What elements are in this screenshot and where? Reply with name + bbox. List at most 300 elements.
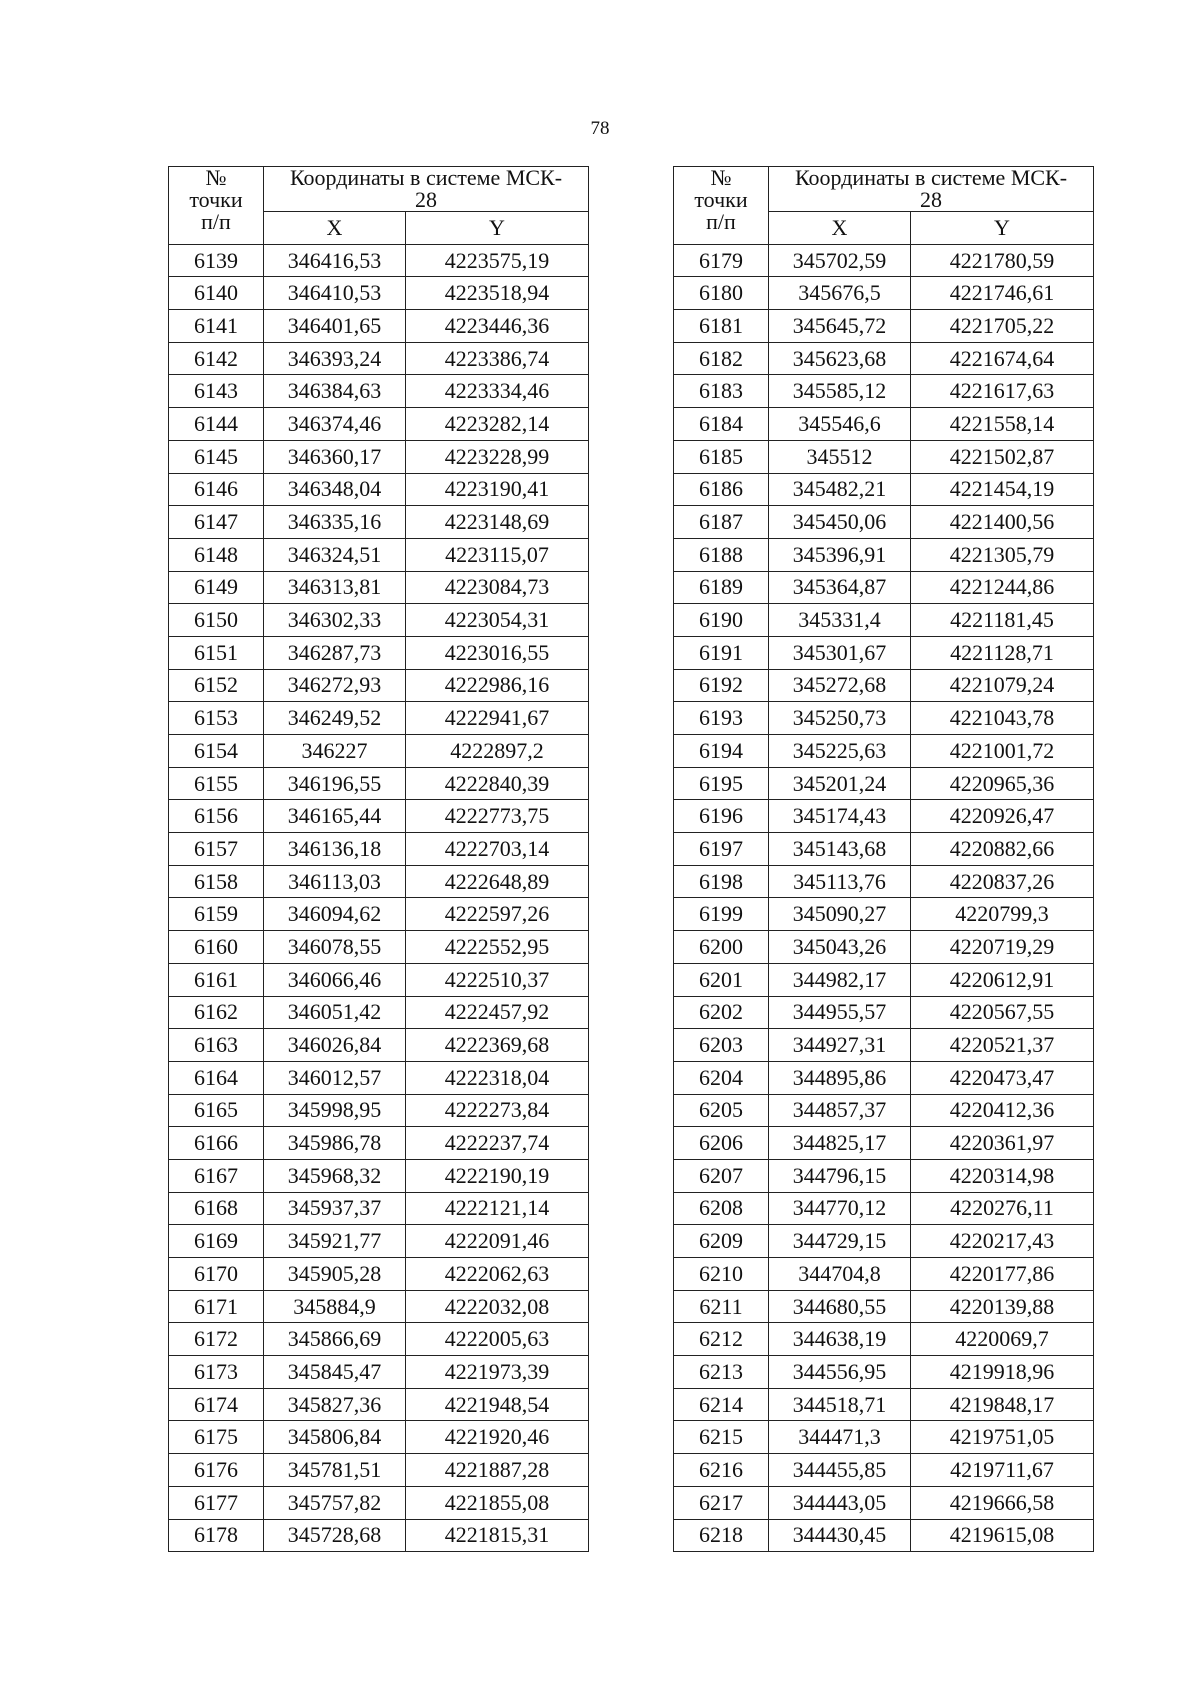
table-row	[169, 833, 589, 866]
point-number-cell: 6169	[169, 1225, 264, 1258]
point-number-cell: 6171	[169, 1290, 264, 1323]
table-row	[674, 408, 1094, 441]
point-number-cell: 6181	[674, 310, 769, 343]
table-row	[169, 1290, 589, 1323]
y-coordinate-cell: 4223518,94	[406, 277, 589, 310]
table-row	[674, 1159, 1094, 1192]
point-number-cell: 6151	[169, 636, 264, 669]
y-coordinate-cell: 4221920,46	[406, 1421, 589, 1454]
table-row	[674, 1094, 1094, 1127]
y-coordinate-cell: 4221948,54	[406, 1388, 589, 1421]
table-row	[674, 1486, 1094, 1519]
y-coordinate-cell: 4220473,47	[911, 1061, 1094, 1094]
x-coordinate-cell: 346348,04	[264, 473, 406, 506]
table-row	[169, 1486, 589, 1519]
y-coordinate-cell: 4220069,7	[911, 1323, 1094, 1356]
x-coordinate-cell: 345331,4	[769, 604, 911, 637]
table-row	[674, 865, 1094, 898]
point-number-cell: 6192	[674, 669, 769, 702]
x-coordinate-cell: 345450,06	[769, 506, 911, 539]
y-coordinate-cell: 4219666,58	[911, 1486, 1094, 1519]
y-coordinate-cell: 4221674,64	[911, 342, 1094, 375]
y-coordinate-cell: 4220521,37	[911, 1029, 1094, 1062]
table-row	[674, 800, 1094, 833]
table-row	[674, 1454, 1094, 1487]
x-coordinate-cell: 346165,44	[264, 800, 406, 833]
y-coordinate-cell: 4223084,73	[406, 571, 589, 604]
x-coordinate-cell: 344704,8	[769, 1258, 911, 1291]
y-coordinate-cell: 4222273,84	[406, 1094, 589, 1127]
table-row	[169, 506, 589, 539]
x-coordinate-cell: 344895,86	[769, 1061, 911, 1094]
y-coordinate-cell: 4222318,04	[406, 1061, 589, 1094]
point-number-cell: 6195	[674, 767, 769, 800]
x-coordinate-cell: 344638,19	[769, 1323, 911, 1356]
y-coordinate-cell: 4220314,98	[911, 1159, 1094, 1192]
point-number-cell: 6215	[674, 1421, 769, 1454]
x-coordinate-cell: 345250,73	[769, 702, 911, 735]
y-coordinate-cell: 4223190,41	[406, 473, 589, 506]
point-number-cell: 6157	[169, 833, 264, 866]
y-coordinate-cell: 4223282,14	[406, 408, 589, 441]
table-row	[169, 767, 589, 800]
x-coordinate-cell: 346287,73	[264, 636, 406, 669]
y-coordinate-cell: 4221705,22	[911, 310, 1094, 343]
table-row	[674, 702, 1094, 735]
x-coordinate-cell: 344680,55	[769, 1290, 911, 1323]
y-coordinate-cell: 4221079,24	[911, 669, 1094, 702]
y-coordinate-cell: 4221973,39	[406, 1356, 589, 1389]
point-number-cell: 6199	[674, 898, 769, 931]
y-coordinate-cell: 4222703,14	[406, 833, 589, 866]
x-coordinate-cell: 345676,5	[769, 277, 911, 310]
x-coordinate-cell: 345884,9	[264, 1290, 406, 1323]
x-coordinate-cell: 345201,24	[769, 767, 911, 800]
x-coordinate-cell: 345757,82	[264, 1486, 406, 1519]
table-body-right	[674, 244, 1094, 1552]
x-coordinate-cell: 346335,16	[264, 506, 406, 539]
table-row	[169, 604, 589, 637]
y-coordinate-cell: 4221746,61	[911, 277, 1094, 310]
x-coordinate-cell: 344556,95	[769, 1356, 911, 1389]
y-coordinate-cell: 4221502,87	[911, 440, 1094, 473]
point-number-cell: 6164	[169, 1061, 264, 1094]
point-number-cell: 6197	[674, 833, 769, 866]
header-y: Y	[911, 212, 1094, 245]
point-number-cell: 6167	[169, 1159, 264, 1192]
header-num-line1: №	[710, 165, 732, 190]
coordinates-table-right	[673, 166, 1094, 1552]
y-coordinate-cell: 4221887,28	[406, 1454, 589, 1487]
point-number-cell: 6205	[674, 1094, 769, 1127]
table-row	[674, 1323, 1094, 1356]
point-number-cell: 6179	[674, 244, 769, 277]
x-coordinate-cell: 346113,03	[264, 865, 406, 898]
point-number-cell: 6155	[169, 767, 264, 800]
table-row	[169, 1061, 589, 1094]
table-row	[169, 800, 589, 833]
point-number-cell: 6178	[169, 1519, 264, 1552]
x-coordinate-cell: 345623,68	[769, 342, 911, 375]
y-coordinate-cell: 4221617,63	[911, 375, 1094, 408]
point-number-cell: 6163	[169, 1029, 264, 1062]
table-row	[674, 996, 1094, 1029]
y-coordinate-cell: 4222510,37	[406, 963, 589, 996]
point-number-cell: 6172	[169, 1323, 264, 1356]
y-coordinate-cell: 4220361,97	[911, 1127, 1094, 1160]
point-number-cell: 6158	[169, 865, 264, 898]
y-coordinate-cell: 4220177,86	[911, 1258, 1094, 1291]
table-row	[674, 636, 1094, 669]
table-row	[169, 1356, 589, 1389]
point-number-cell: 6170	[169, 1258, 264, 1291]
table-row	[674, 898, 1094, 931]
table-row	[169, 1127, 589, 1160]
y-coordinate-cell: 4223446,36	[406, 310, 589, 343]
x-coordinate-cell: 344955,57	[769, 996, 911, 1029]
table-row	[169, 1225, 589, 1258]
point-number-cell: 6165	[169, 1094, 264, 1127]
table-row	[674, 1029, 1094, 1062]
point-number-cell: 6149	[169, 571, 264, 604]
point-number-cell: 6208	[674, 1192, 769, 1225]
point-number-cell: 6189	[674, 571, 769, 604]
x-coordinate-cell: 344455,85	[769, 1454, 911, 1487]
y-coordinate-cell: 4220799,3	[911, 898, 1094, 931]
table-row	[674, 931, 1094, 964]
x-coordinate-cell: 345512	[769, 440, 911, 473]
table-row	[674, 538, 1094, 571]
table-row	[674, 1290, 1094, 1323]
point-number-cell: 6209	[674, 1225, 769, 1258]
table-row	[674, 833, 1094, 866]
point-number-cell: 6211	[674, 1290, 769, 1323]
y-coordinate-cell: 4222840,39	[406, 767, 589, 800]
x-coordinate-cell: 345272,68	[769, 669, 911, 702]
y-coordinate-cell: 4222032,08	[406, 1290, 589, 1323]
x-coordinate-cell: 346410,53	[264, 277, 406, 310]
point-number-cell: 6217	[674, 1486, 769, 1519]
table-row	[674, 1519, 1094, 1552]
point-number-cell: 6201	[674, 963, 769, 996]
point-number-cell: 6146	[169, 473, 264, 506]
x-coordinate-cell: 345482,21	[769, 473, 911, 506]
y-coordinate-cell: 4223148,69	[406, 506, 589, 539]
point-number-cell: 6202	[674, 996, 769, 1029]
header-num-line1: №	[205, 165, 227, 190]
y-coordinate-cell: 4220882,66	[911, 833, 1094, 866]
y-coordinate-cell: 4221043,78	[911, 702, 1094, 735]
table-row	[169, 898, 589, 931]
table-row	[674, 963, 1094, 996]
table-row	[169, 375, 589, 408]
y-coordinate-cell: 4222773,75	[406, 800, 589, 833]
table-row	[674, 506, 1094, 539]
point-number-cell: 6191	[674, 636, 769, 669]
y-coordinate-cell: 4221780,59	[911, 244, 1094, 277]
point-number-cell: 6159	[169, 898, 264, 931]
point-number-cell: 6142	[169, 342, 264, 375]
y-coordinate-cell: 4222190,19	[406, 1159, 589, 1192]
x-coordinate-cell: 346227	[264, 735, 406, 768]
x-coordinate-cell: 346249,52	[264, 702, 406, 735]
table-row	[169, 1519, 589, 1552]
table-row	[674, 310, 1094, 343]
table-row	[674, 473, 1094, 506]
y-coordinate-cell: 4223115,07	[406, 538, 589, 571]
x-coordinate-cell: 345174,43	[769, 800, 911, 833]
point-number-cell: 6216	[674, 1454, 769, 1487]
y-coordinate-cell: 4220612,91	[911, 963, 1094, 996]
point-number-cell: 6210	[674, 1258, 769, 1291]
point-number-cell: 6190	[674, 604, 769, 637]
y-coordinate-cell: 4221558,14	[911, 408, 1094, 441]
table-row	[169, 571, 589, 604]
coordinates-table-left	[168, 166, 589, 1552]
x-coordinate-cell: 346051,42	[264, 996, 406, 1029]
y-coordinate-cell: 4221305,79	[911, 538, 1094, 571]
x-coordinate-cell: 345301,67	[769, 636, 911, 669]
table-row	[169, 931, 589, 964]
x-coordinate-cell: 345845,47	[264, 1356, 406, 1389]
x-coordinate-cell: 346324,51	[264, 538, 406, 571]
x-coordinate-cell: 346313,81	[264, 571, 406, 604]
table-row	[674, 669, 1094, 702]
x-coordinate-cell: 344471,3	[769, 1421, 911, 1454]
table-row	[169, 1192, 589, 1225]
table-row	[674, 1356, 1094, 1389]
x-coordinate-cell: 344518,71	[769, 1388, 911, 1421]
table-row	[674, 735, 1094, 768]
point-number-cell: 6139	[169, 244, 264, 277]
x-coordinate-cell: 344982,17	[769, 963, 911, 996]
point-number-cell: 6203	[674, 1029, 769, 1062]
x-coordinate-cell: 346094,62	[264, 898, 406, 931]
point-number-cell: 6140	[169, 277, 264, 310]
x-coordinate-cell: 345090,27	[769, 898, 911, 931]
point-number-cell: 6187	[674, 506, 769, 539]
table-row	[674, 767, 1094, 800]
point-number-cell: 6196	[674, 800, 769, 833]
y-coordinate-cell: 4222648,89	[406, 865, 589, 898]
y-coordinate-cell: 4220567,55	[911, 996, 1094, 1029]
x-coordinate-cell: 346374,46	[264, 408, 406, 441]
table-row	[674, 604, 1094, 637]
point-number-cell: 6150	[169, 604, 264, 637]
header-coords-line2: 28	[920, 187, 942, 212]
y-coordinate-cell: 4221454,19	[911, 473, 1094, 506]
header-coords-line1: Координаты в системе МСК-	[794, 165, 1068, 190]
point-number-cell: 6176	[169, 1454, 264, 1487]
point-number-cell: 6207	[674, 1159, 769, 1192]
x-coordinate-cell: 345113,76	[769, 865, 911, 898]
y-coordinate-cell: 4221128,71	[911, 636, 1094, 669]
table-row	[169, 963, 589, 996]
table-row	[169, 1454, 589, 1487]
point-number-cell: 6144	[169, 408, 264, 441]
x-coordinate-cell: 346384,63	[264, 375, 406, 408]
x-coordinate-cell: 346416,53	[264, 244, 406, 277]
point-number-cell: 6177	[169, 1486, 264, 1519]
point-number-cell: 6174	[169, 1388, 264, 1421]
header-x: X	[264, 212, 406, 245]
x-coordinate-cell: 345986,78	[264, 1127, 406, 1160]
point-number-cell: 6145	[169, 440, 264, 473]
x-coordinate-cell: 344857,37	[769, 1094, 911, 1127]
table-row	[674, 1388, 1094, 1421]
y-coordinate-cell: 4219615,08	[911, 1519, 1094, 1552]
y-coordinate-cell: 4221181,45	[911, 604, 1094, 637]
table-row	[169, 1388, 589, 1421]
header-coords-line1: Координаты в системе МСК-	[289, 165, 563, 190]
y-coordinate-cell: 4223575,19	[406, 244, 589, 277]
table-row	[674, 571, 1094, 604]
y-coordinate-cell: 4220139,88	[911, 1290, 1094, 1323]
x-coordinate-cell: 344770,12	[769, 1192, 911, 1225]
point-number-cell: 6188	[674, 538, 769, 571]
point-number-cell: 6160	[169, 931, 264, 964]
x-coordinate-cell: 346302,33	[264, 604, 406, 637]
y-coordinate-cell: 4220837,26	[911, 865, 1094, 898]
y-coordinate-cell: 4219848,17	[911, 1388, 1094, 1421]
x-coordinate-cell: 346401,65	[264, 310, 406, 343]
x-coordinate-cell: 345921,77	[264, 1225, 406, 1258]
x-coordinate-cell: 346066,46	[264, 963, 406, 996]
table-row	[169, 636, 589, 669]
point-number-cell: 6147	[169, 506, 264, 539]
point-number-cell: 6168	[169, 1192, 264, 1225]
point-number-cell: 6212	[674, 1323, 769, 1356]
table-row	[674, 1225, 1094, 1258]
y-coordinate-cell: 4222986,16	[406, 669, 589, 702]
header-num-line2: точки	[189, 187, 243, 212]
y-coordinate-cell: 4223334,46	[406, 375, 589, 408]
point-number-cell: 6153	[169, 702, 264, 735]
y-coordinate-cell: 4220965,36	[911, 767, 1094, 800]
y-coordinate-cell: 4220276,11	[911, 1192, 1094, 1225]
header-num-line3: п/п	[706, 209, 736, 234]
x-coordinate-cell: 344430,45	[769, 1519, 911, 1552]
header-point-number	[169, 167, 264, 245]
y-coordinate-cell: 4220719,29	[911, 931, 1094, 964]
x-coordinate-cell: 344927,31	[769, 1029, 911, 1062]
table-row	[169, 1029, 589, 1062]
y-coordinate-cell: 4222552,95	[406, 931, 589, 964]
x-coordinate-cell: 345781,51	[264, 1454, 406, 1487]
point-number-cell: 6184	[674, 408, 769, 441]
point-number-cell: 6214	[674, 1388, 769, 1421]
table-row	[169, 538, 589, 571]
table-row	[674, 277, 1094, 310]
y-coordinate-cell: 4219751,05	[911, 1421, 1094, 1454]
x-coordinate-cell: 344825,17	[769, 1127, 911, 1160]
point-number-cell: 6218	[674, 1519, 769, 1552]
table-row	[169, 473, 589, 506]
x-coordinate-cell: 345998,95	[264, 1094, 406, 1127]
y-coordinate-cell: 4222005,63	[406, 1323, 589, 1356]
x-coordinate-cell: 346078,55	[264, 931, 406, 964]
header-num-line3: п/п	[201, 209, 231, 234]
point-number-cell: 6143	[169, 375, 264, 408]
y-coordinate-cell: 4223054,31	[406, 604, 589, 637]
point-number-cell: 6198	[674, 865, 769, 898]
x-coordinate-cell: 346136,18	[264, 833, 406, 866]
table-row	[169, 1323, 589, 1356]
point-number-cell: 6193	[674, 702, 769, 735]
x-coordinate-cell: 345702,59	[769, 244, 911, 277]
point-number-cell: 6175	[169, 1421, 264, 1454]
y-coordinate-cell: 4222597,26	[406, 898, 589, 931]
point-number-cell: 6200	[674, 931, 769, 964]
page-number: 78	[590, 118, 610, 139]
point-number-cell: 6194	[674, 735, 769, 768]
y-coordinate-cell: 4222457,92	[406, 996, 589, 1029]
point-number-cell: 6141	[169, 310, 264, 343]
y-coordinate-cell: 4221001,72	[911, 735, 1094, 768]
x-coordinate-cell: 346026,84	[264, 1029, 406, 1062]
y-coordinate-cell: 4222237,74	[406, 1127, 589, 1160]
point-number-cell: 6186	[674, 473, 769, 506]
header-num-line2: точки	[694, 187, 748, 212]
table-row	[674, 375, 1094, 408]
x-coordinate-cell: 344796,15	[769, 1159, 911, 1192]
y-coordinate-cell: 4220217,43	[911, 1225, 1094, 1258]
x-coordinate-cell: 346360,17	[264, 440, 406, 473]
table-row	[674, 342, 1094, 375]
y-coordinate-cell: 4223016,55	[406, 636, 589, 669]
y-coordinate-cell: 4222062,63	[406, 1258, 589, 1291]
table-row	[169, 1421, 589, 1454]
x-coordinate-cell: 345043,26	[769, 931, 911, 964]
x-coordinate-cell: 346393,24	[264, 342, 406, 375]
header-coordinates	[769, 167, 1094, 212]
y-coordinate-cell: 4221400,56	[911, 506, 1094, 539]
point-number-cell: 6180	[674, 277, 769, 310]
header-point-number	[674, 167, 769, 245]
x-coordinate-cell: 345905,28	[264, 1258, 406, 1291]
y-coordinate-cell: 4222091,46	[406, 1225, 589, 1258]
table-row	[169, 408, 589, 441]
table-row	[169, 865, 589, 898]
y-coordinate-cell: 4222941,67	[406, 702, 589, 735]
point-number-cell: 6204	[674, 1061, 769, 1094]
table-row	[674, 1061, 1094, 1094]
point-number-cell: 6182	[674, 342, 769, 375]
x-coordinate-cell: 344729,15	[769, 1225, 911, 1258]
point-number-cell: 6148	[169, 538, 264, 571]
x-coordinate-cell: 345645,72	[769, 310, 911, 343]
y-coordinate-cell: 4222369,68	[406, 1029, 589, 1062]
x-coordinate-cell: 346272,93	[264, 669, 406, 702]
header-y: Y	[406, 212, 589, 245]
table-row	[674, 1258, 1094, 1291]
table-row	[169, 669, 589, 702]
point-number-cell: 6173	[169, 1356, 264, 1389]
point-number-cell: 6152	[169, 669, 264, 702]
table-row	[674, 1127, 1094, 1160]
x-coordinate-cell: 345364,87	[769, 571, 911, 604]
y-coordinate-cell: 4221855,08	[406, 1486, 589, 1519]
header-coordinates	[264, 167, 589, 212]
x-coordinate-cell: 345827,36	[264, 1388, 406, 1421]
header-coords-line2: 28	[415, 187, 437, 212]
table-row	[169, 735, 589, 768]
table-row	[169, 277, 589, 310]
point-number-cell: 6206	[674, 1127, 769, 1160]
header-x: X	[769, 212, 911, 245]
x-coordinate-cell: 345937,37	[264, 1192, 406, 1225]
table-row	[674, 1192, 1094, 1225]
